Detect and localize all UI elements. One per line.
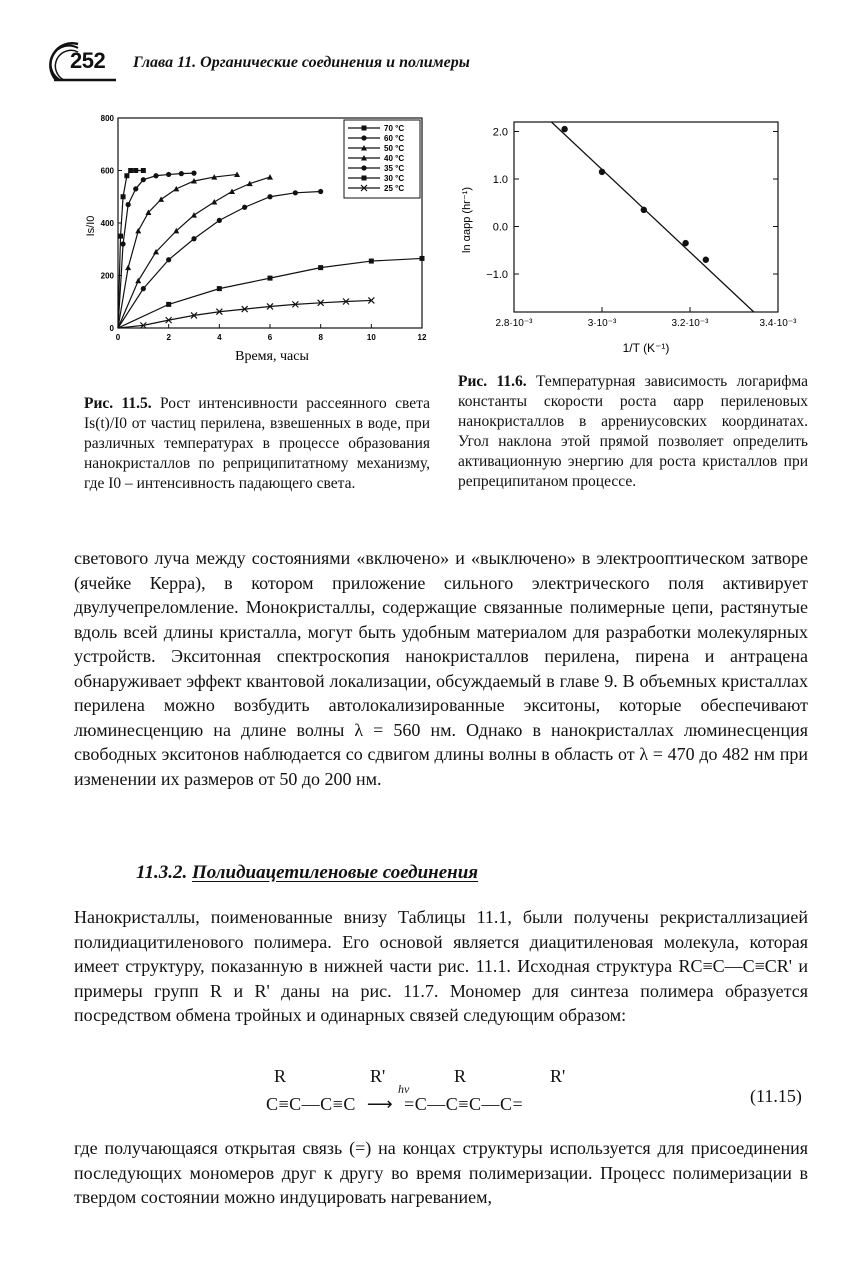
x-tick-label: 8 [318, 333, 323, 342]
legend-entry: 60 °C [384, 134, 405, 143]
x-tick-label: 3.2·10⁻³ [671, 318, 709, 329]
x-tick-label: 12 [417, 333, 427, 342]
legend-marker [362, 126, 367, 131]
data-point [120, 241, 125, 246]
data-point [267, 194, 272, 199]
caption-label: Рис. 11.6. [458, 373, 527, 390]
section-title: Полидиацетиленовые соединения [191, 862, 479, 883]
data-point [135, 228, 141, 234]
legend-marker [361, 135, 366, 140]
data-point [217, 286, 222, 291]
data-point [211, 199, 217, 205]
equation-substituent: R [454, 1066, 467, 1086]
x-tick-label: 10 [366, 333, 376, 342]
data-point [135, 278, 141, 284]
series-50c [118, 171, 240, 328]
equation-arrow: ⟶ [366, 1094, 394, 1114]
data-point [217, 218, 222, 223]
legend-entry: 30 °C [384, 174, 405, 183]
page-number: 252 [70, 48, 106, 73]
legend-entry: 35 °C [384, 164, 405, 173]
series-25c [118, 297, 374, 328]
body-paragraph: Нанокристаллы, поименованные внизу Таблицы 11.1, были получены рекристаллизацией полидиацитиленового полимера. Его основой является диацитиленовая молекула, которая имеет структуру, показанную в нижней части рис. 11.1. Исходная структура RC≡C—C≡CR' и примеры групп R и R' даны на рис. 11.7. Мономер для синтеза полимера образуется посредством обмена тройных и одинарных связей следующим образом: [74, 907, 808, 1025]
fit-line [551, 122, 753, 312]
x-tick-label: 3.4·10⁻³ [759, 318, 797, 329]
series-line [118, 174, 237, 328]
x-tick-label: 2.8·10⁻³ [495, 318, 533, 329]
y-tick-label: 0 [109, 324, 114, 333]
section-heading [136, 862, 478, 884]
legend-entry: 70 °C [384, 124, 405, 133]
data-point [318, 189, 323, 194]
arrhenius-chart [448, 108, 828, 358]
figure-11-6-caption [458, 372, 808, 492]
section-number: 11.3.2. [136, 862, 188, 883]
x-tick-label: 4 [217, 333, 222, 342]
series-40c [118, 174, 273, 328]
data-point [124, 173, 129, 178]
series-line [118, 258, 422, 328]
y-tick-label: 400 [100, 219, 114, 228]
page-header [48, 40, 808, 90]
right-chart-ylabel: ln αapp (hr⁻¹) [461, 187, 473, 253]
running-head: Глава 11. Органические соединения и полимеры [133, 54, 470, 71]
data-point [141, 286, 146, 291]
data-point [599, 169, 605, 175]
data-point [561, 126, 567, 132]
intensity-growth-chart [72, 108, 442, 370]
data-point [166, 257, 171, 262]
left-chart-ylabel: Is/I0 [85, 215, 97, 237]
data-point [133, 168, 138, 173]
data-point [369, 259, 374, 264]
x-tick-label: 6 [267, 333, 273, 342]
data-point [191, 212, 197, 218]
caption-label: Рис. 11.5. [84, 395, 152, 412]
y-tick-label: 1.0 [492, 174, 508, 186]
series-30c [118, 256, 425, 328]
series-line [118, 177, 270, 328]
y-tick-label: 2.0 [492, 126, 508, 139]
x-tick-label: 0 [115, 333, 121, 342]
equation-left: C≡C—C≡C [266, 1094, 356, 1114]
data-point [126, 202, 131, 207]
legend-entry: 50 °C [384, 144, 405, 153]
data-point [141, 168, 146, 173]
series-line [118, 300, 371, 328]
data-point [191, 171, 196, 176]
data-point [267, 174, 273, 180]
data-point [242, 205, 247, 210]
data-point [166, 302, 171, 307]
figure-11-5-caption [84, 394, 430, 494]
equation-substituent: R' [370, 1066, 386, 1086]
figure-11-6 [448, 108, 828, 358]
data-point [166, 172, 171, 177]
data-point [128, 168, 133, 173]
x-tick-label: 3·10⁻³ [587, 318, 617, 329]
data-point [703, 257, 709, 263]
figure-11-5 [72, 108, 442, 370]
data-point [293, 190, 298, 195]
equation-number: (11.15) [750, 1086, 802, 1106]
x-tick-label: 2 [166, 333, 171, 342]
plot-frame [514, 122, 778, 312]
equation-right: =C—C≡C—C= [404, 1094, 524, 1114]
legend-box [344, 120, 420, 198]
data-point [125, 265, 131, 271]
data-point [118, 234, 123, 239]
y-tick-label: 200 [100, 271, 114, 281]
y-tick-label: 800 [100, 114, 114, 123]
data-point [682, 240, 688, 246]
right-chart-xlabel: 1/T (K⁻¹) [622, 341, 670, 355]
data-point [121, 194, 126, 199]
equation-substituent: R' [550, 1066, 566, 1086]
equation-photon: hν [398, 1082, 410, 1096]
data-point [141, 177, 146, 182]
data-point [420, 256, 425, 261]
data-point [153, 173, 158, 178]
equation-11-15 [260, 1066, 820, 1126]
data-point [191, 236, 196, 241]
equation-substituent: R [274, 1066, 287, 1086]
body-paragraph: где получающаяся открытая связь (=) на концах структуры используется для присоединения последующих мономеров друг к другу во время полимеризации. Процесс полимеризации в твердом состоянии можно индуцировать нагреванием, [74, 1138, 808, 1207]
legend-marker [362, 176, 367, 181]
data-point [173, 186, 179, 192]
legend-marker [361, 165, 366, 170]
equation-body [266, 1094, 523, 1115]
data-point [179, 171, 184, 176]
legend-entry: 40 °C [384, 154, 405, 163]
y-tick-label: −1.0 [486, 269, 508, 281]
data-point [318, 265, 323, 270]
left-chart-xlabel: Время, часы [235, 349, 309, 364]
caption-text: Рост интенсивности рассеянного света Is(t)/I0 от частиц перилена, взвешенных в воде, при различных температурах в процессе образования нанокристаллов по реприципитатному механизму, где I0 – интенсивность падающего света. [84, 395, 430, 492]
series-60c [118, 171, 197, 328]
data-point [268, 276, 273, 281]
data-point [641, 207, 647, 213]
y-tick-label: 0.0 [492, 221, 508, 234]
y-tick-label: 600 [100, 166, 114, 176]
body-paragraph: светового луча между состояниями «включено» и «выключено» в электрооптическом затворе (ячейке Керра), в котором приложение сильного электрического поля активирует двулучепреломление. Монокристаллы, содержащие связанные полимерные цепи, растянутые вдоль всей длины кристалла, могут быть удобным материалом для разработки молекулярных устройств. Экситонная спектроскопия нанокристаллов перилена, пирена и антрацена обнаруживает эффект квантовой локализации, обсуждаемый в главе 9. В объемных кристаллах перилена можно возбудить автолокализированные экситоны, которые обеспечивают люминесценцию на длине волны λ = 560 нм. Однако в нанокристаллах люминесценция свободных экситонов наблюдается со сдвигом длины волны в область от λ = 470 до 482 нм при изменении их размеров от 50 до 200 нм. [74, 548, 808, 789]
caption-text: Температурная зависимость логарифма константы скорости роста αapp периленовых нанокристаллов в аррениусовских координатах. Угол наклона этой прямой позволяет определить активационную энергию для роста кристаллов при репреципитаном процессе. [458, 373, 808, 490]
data-point [229, 189, 235, 195]
legend-entry: 25 °C [384, 184, 405, 193]
data-point [133, 186, 138, 191]
